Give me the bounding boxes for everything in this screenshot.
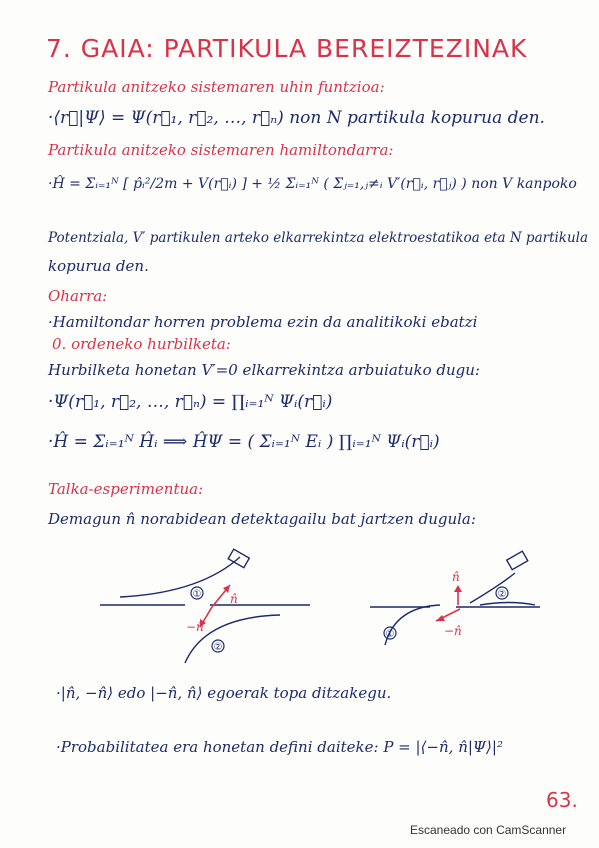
line-states: ·|n̂, −n̂⟩ edo |−n̂, n̂⟩ egoerak topa ditzakegu.	[56, 684, 392, 702]
page-title: 7. GAIA: PARTIKULA BEREIZTEZINAK	[46, 34, 528, 63]
heading-note: Oharra:	[48, 287, 108, 305]
line-count: kopurua den.	[48, 257, 149, 275]
left-n-label: n̂	[230, 592, 238, 606]
scattering-figure-left	[90, 545, 320, 675]
heading-hamiltonian: Partikula anitzeko sistemaren hamiltondarra:	[48, 141, 394, 159]
left-particle-2-label: ②	[213, 642, 223, 653]
left-particle-1-label: ①	[192, 589, 202, 600]
scattering-figure-right	[360, 545, 550, 655]
page-number: 63.	[546, 788, 578, 812]
line-wavefunction: ·⟨r⃗|Ψ⟩ = Ψ(r⃗₁, r⃗₂, …, r⃗ₙ) non N partikula kopurua den.	[48, 108, 545, 128]
scanner-footer: Escaneado con CamScanner	[410, 823, 567, 837]
line-note: ·Hamiltondar horren problema ezin da analitikoki ebatzi	[48, 313, 478, 331]
line-hamiltonian: ·Ĥ = Σᵢ₌₁ᴺ [ p̂ᵢ²/2m + V(r⃗ᵢ) ] + ½ Σᵢ₌₁ᴺ ( Σⱼ₌₁,ⱼ≠ᵢ V′(r⃗ᵢ, r⃗ⱼ) ) non V kanpoko	[48, 176, 577, 192]
line-approximation: Hurbilketa honetan V′=0 elkarrekintza arbuiatuko dugu:	[48, 361, 480, 379]
heading-wavefunction: Partikula anitzeko sistemaren uhin funtzioa:	[48, 78, 385, 96]
heading-collision: Talka-esperimentua:	[48, 480, 204, 498]
line-energy: ·Ĥ = Σᵢ₌₁ᴺ Ĥᵢ ⟹ ĤΨ = ( Σᵢ₌₁ᴺ Eᵢ ) ∏ᵢ₌₁ᴺ Ψᵢ(r⃗ᵢ)	[48, 432, 440, 452]
line-probability: ·Probabilitatea era honetan defini daiteke: P = |⟨−n̂, n̂|Ψ⟩|²	[56, 738, 503, 756]
right-minus-n-label: −n̂	[444, 624, 462, 638]
line-detector: Demagun n̂ norabidean detektagailu bat jartzen dugula:	[48, 510, 476, 528]
right-n-label: n̂	[452, 570, 460, 584]
line-potential: Potentziala, V′ partikulen arteko elkarrekintza elektroestatikoa eta N partikula	[48, 230, 589, 246]
right-particle-1-label: ①	[385, 629, 395, 640]
left-minus-n-label: −n̂	[186, 620, 204, 634]
right-particle-2-label: ②	[497, 589, 507, 600]
heading-zero-order: 0. ordeneko hurbilketa:	[52, 335, 231, 353]
line-product-wavefunction: ·Ψ(r⃗₁, r⃗₂, …, r⃗ₙ) = ∏ᵢ₌₁ᴺ Ψᵢ(r⃗ᵢ)	[48, 392, 333, 412]
